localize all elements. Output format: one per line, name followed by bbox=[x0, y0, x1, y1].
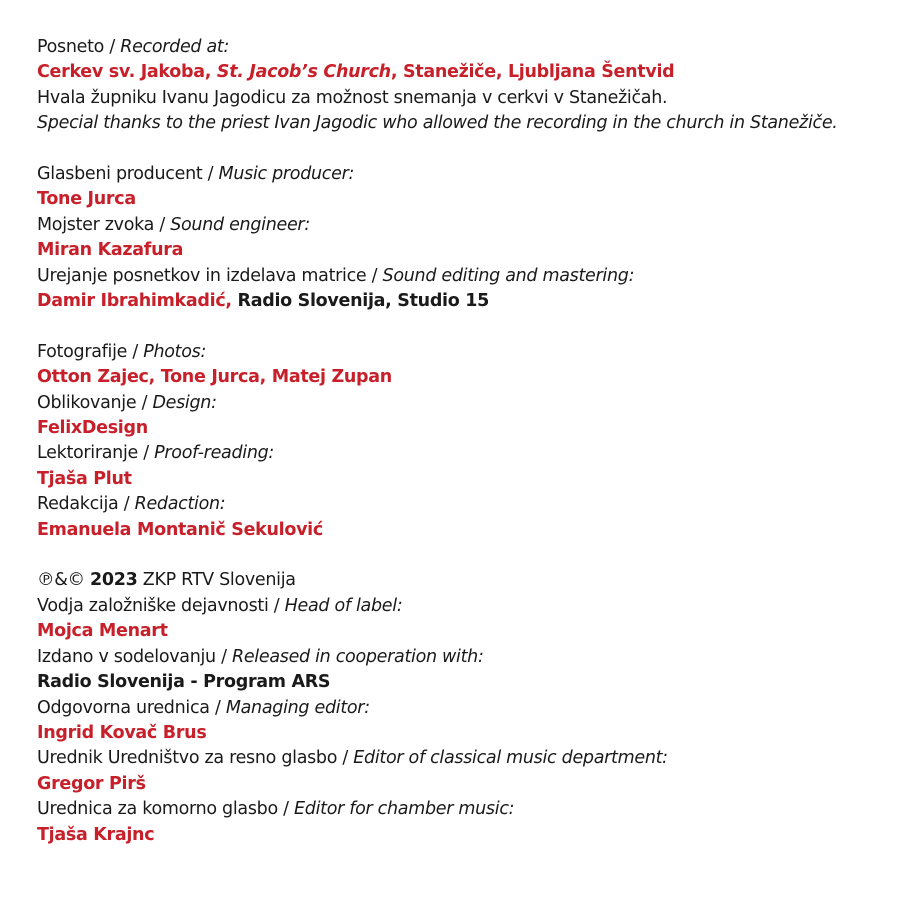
head-name: Mojca Menart bbox=[37, 621, 168, 642]
editing-name-line bbox=[37, 289, 887, 314]
recorded-label-en: Recorded at: bbox=[120, 37, 230, 57]
proof-label: Lektoriranje / bbox=[37, 443, 155, 464]
photos-label-line bbox=[37, 340, 887, 365]
coop-label-line bbox=[37, 645, 887, 670]
producer-name: Tone Jurca bbox=[37, 189, 136, 210]
chamber-label: Urednica za komorno glasbo / bbox=[37, 799, 294, 820]
section-gap bbox=[37, 314, 887, 339]
photos-names: Otton Zajec, Tone Jurca, Matej Zupan bbox=[37, 367, 392, 388]
managing-name: Ingrid Kovač Brus bbox=[37, 722, 207, 743]
venue-sl: Cerkev sv. Jakoba, bbox=[37, 62, 217, 83]
coop-label-en: Released in cooperation with: bbox=[231, 646, 484, 667]
producer-label: Glasbeni producent / bbox=[37, 164, 219, 185]
proof-label-line bbox=[37, 441, 887, 466]
proof-name: Tjaša Plut bbox=[37, 468, 132, 489]
copyright-symbols: ℗&© bbox=[37, 570, 91, 591]
thanks-en: Special thanks to the priest Ivan Jagodic who allowed the recording in the church in Stanežiče. bbox=[37, 113, 838, 134]
editing-name: Damir Ibrahimkadić, bbox=[37, 291, 232, 312]
venue-en: St. Jacob’s Church bbox=[216, 62, 391, 83]
design-label: Oblikovanje / bbox=[37, 392, 153, 413]
classical-label-en: Editor of classical music department: bbox=[353, 748, 668, 769]
managing-label-en: Managing editor: bbox=[225, 697, 370, 718]
classical-name: Gregor Pirš bbox=[37, 773, 146, 794]
editing-label-en: Sound editing and mastering: bbox=[382, 265, 635, 286]
managing-label-line bbox=[37, 696, 887, 721]
proof-label-en: Proof-reading: bbox=[154, 443, 275, 464]
producer-label-line bbox=[37, 162, 887, 187]
chamber-label-en: Editor for chamber music: bbox=[294, 799, 515, 820]
coop-name: Radio Slovenija - Program ARS bbox=[37, 672, 331, 693]
coop-label: Izdano v sodelovanju / bbox=[37, 646, 232, 667]
redaction-label-en: Redaction: bbox=[134, 494, 226, 515]
recorded-venue-line bbox=[37, 60, 887, 85]
recorded-label-line bbox=[37, 35, 887, 60]
recorded-label: Posneto / bbox=[37, 37, 121, 57]
redaction-name: Emanuela Montanič Sekulović bbox=[37, 519, 323, 540]
copyright-year: 2023 bbox=[90, 570, 138, 591]
editing-studio: Radio Slovenija, Studio 15 bbox=[231, 291, 490, 312]
photos-label-en: Photos: bbox=[143, 341, 207, 362]
design-label-en: Design: bbox=[152, 392, 217, 413]
venue-place: , Stanežiče, Ljubljana Šentvid bbox=[390, 62, 675, 83]
editing-label: Urejanje posnetkov in izdelava matrice / bbox=[37, 265, 383, 286]
credits-block bbox=[37, 35, 887, 848]
engineer-label-line bbox=[37, 213, 887, 238]
thanks-sl: Hvala župniku Ivanu Jagodicu za možnost snemanja v cerkvi v Stanežičah. bbox=[37, 87, 668, 108]
redaction-label: Redakcija / bbox=[37, 494, 135, 515]
design-label-line bbox=[37, 391, 887, 416]
engineer-label: Mojster zvoka / bbox=[37, 214, 171, 235]
redaction-label-line bbox=[37, 492, 887, 517]
copyright-line bbox=[37, 568, 887, 593]
design-name: FelixDesign bbox=[37, 418, 148, 439]
photos-label: Fotografije / bbox=[37, 341, 144, 362]
chamber-name: Tjaša Krajnc bbox=[37, 824, 155, 845]
engineer-label-en: Sound engineer: bbox=[170, 214, 310, 235]
producer-label-en: Music producer: bbox=[218, 164, 355, 185]
classical-label-line bbox=[37, 746, 887, 771]
publisher: ZKP RTV Slovenija bbox=[137, 570, 296, 591]
engineer-name: Miran Kazafura bbox=[37, 240, 184, 261]
head-label-en: Head of label: bbox=[284, 595, 403, 616]
managing-label: Odgovorna urednica / bbox=[37, 697, 226, 718]
chamber-label-line bbox=[37, 797, 887, 822]
head-label: Vodja založniške dejavnosti / bbox=[37, 595, 285, 616]
editing-label-line bbox=[37, 264, 887, 289]
classical-label: Urednik Uredništvo za resno glasbo / bbox=[37, 748, 354, 769]
section-gap bbox=[37, 543, 887, 568]
section-gap bbox=[37, 137, 887, 162]
head-label-line bbox=[37, 594, 887, 619]
